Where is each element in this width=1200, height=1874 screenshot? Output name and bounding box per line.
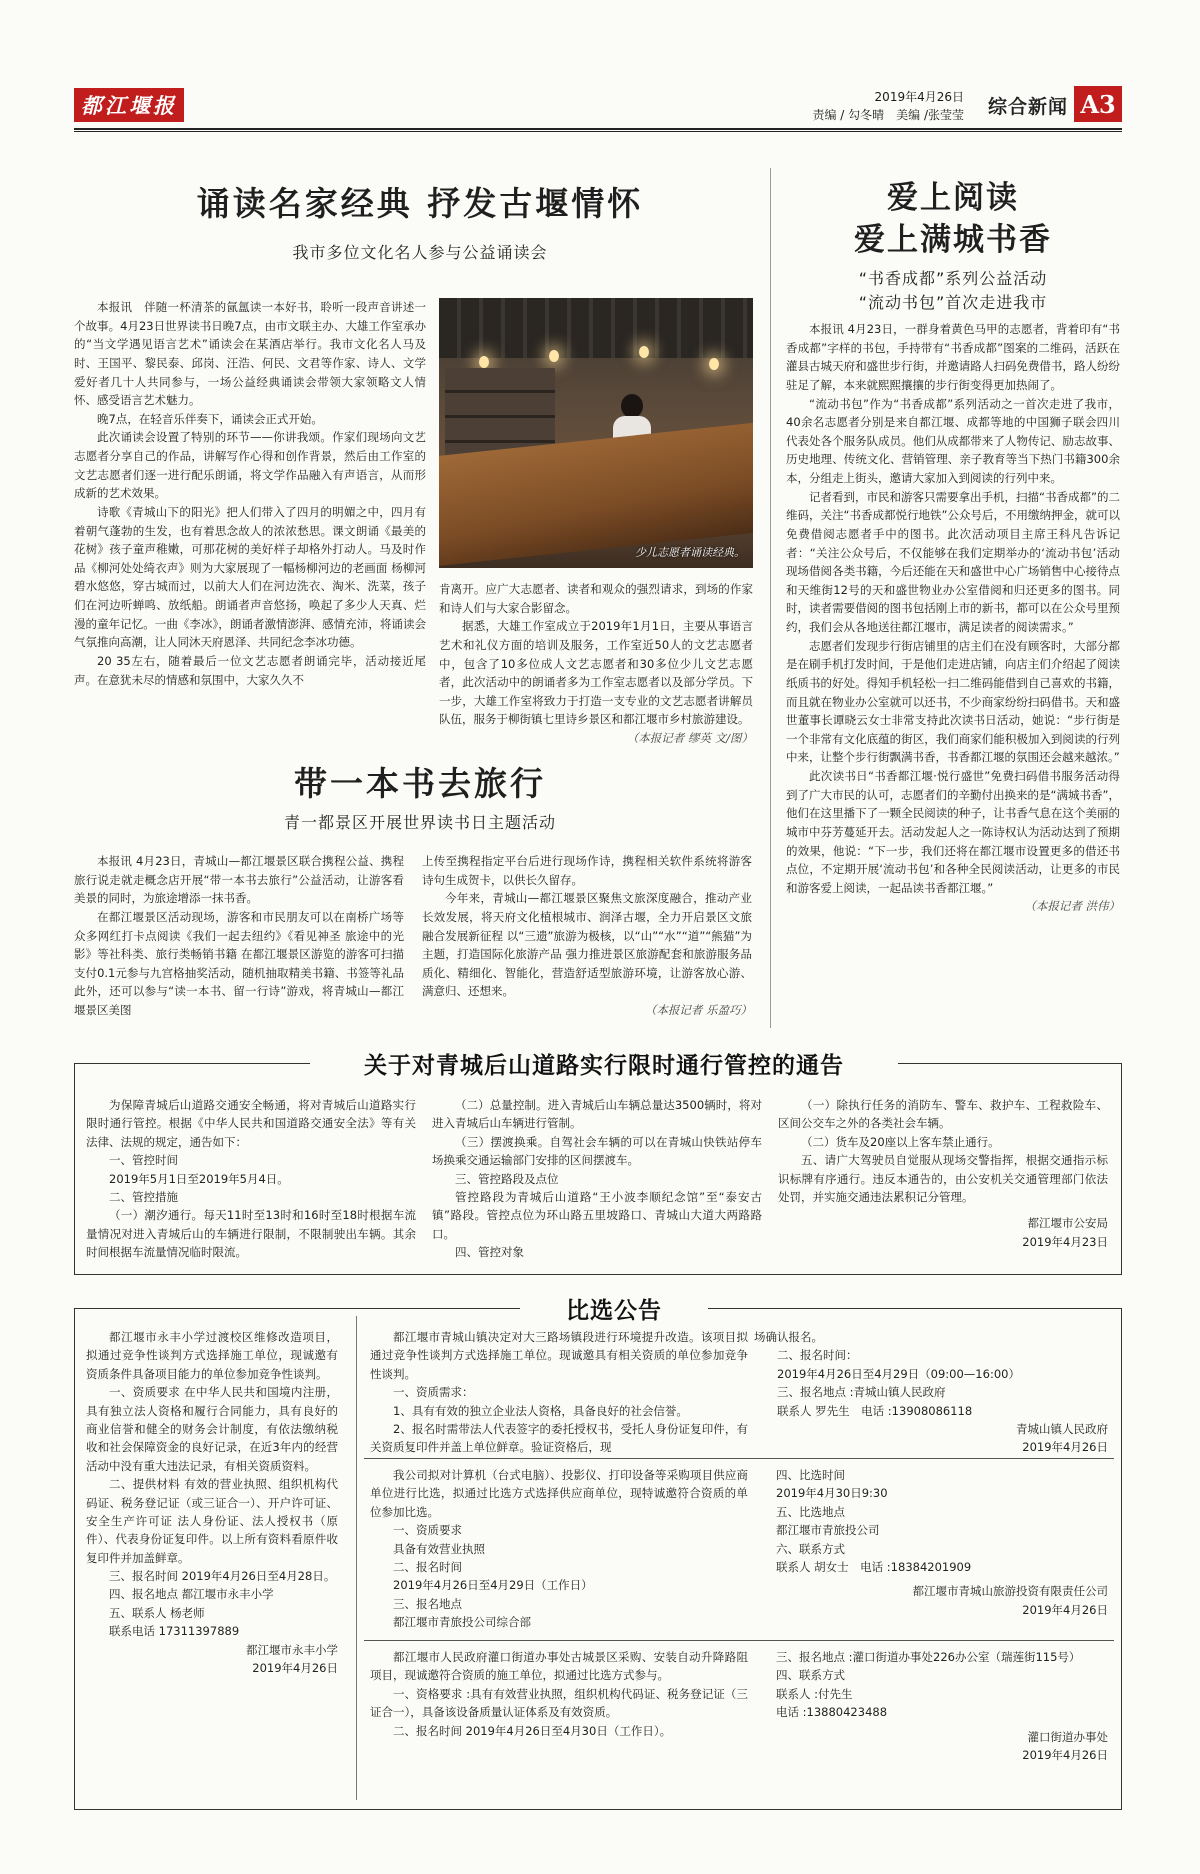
bid-paragraph: 一、资质要求	[393, 1523, 462, 1538]
photo-lamp	[549, 350, 559, 362]
paragraph: “流动书包”作为“书香成都”系列活动之一首次走进了我市，40余名志愿者分别是来自都江堰、成都等地的中国狮子联会四川代表处各个服务队成员。他们从成都带来了人物传记、励志故事、历史地理、传统文化、营销管理、亲子教育等当下热门书籍300余本，分组走上街头，邀请大家加入到阅读的行列中来。	[786, 396, 1120, 485]
bid-paragraph: 2019年4月26日至4月29日（工作日）	[393, 1578, 593, 1593]
article1-body-right	[439, 580, 753, 748]
notice-paragraph: 二、管控措施	[109, 1189, 178, 1204]
bid-yongfeng	[86, 1328, 338, 1677]
notice-paragraph: 四、管控对象	[455, 1245, 524, 1260]
bid-paragraph: 具备有效营业执照	[393, 1541, 485, 1556]
bid-paragraph: 联系人 罗先生 电话 :13908086118	[777, 1403, 973, 1418]
article1-subtitle: 我市多位文化名人参与公益诵读会	[292, 243, 548, 262]
notice-paragraph: （二）总量控制。进入青城后山车辆总量达3500辆时，将对进入青城后山车辆进行管制。	[432, 1098, 762, 1131]
article2-title: 带一本书去旅行	[294, 764, 546, 803]
notice-paragraph: （一）潮汐通行。每天11时至13时和16时至18时根据车流量情况对进入青城后山的车辆进行限制，不限制驶出车辆。其余时间根据车流量情况临时限流。	[86, 1208, 416, 1260]
paragraph: 在都江堰景区活动现场，游客和市民朋友可以在南桥广场等众多网红打卡点阅读《我们一起去纽约》《看见神圣 旅途中的光影》等社科类、旅行类畅销书籍 在都江堰景区游览的游客可扫描支付0.1元参与九宫格抽奖活动，随机抽取精美书籍、书签等礼品 此外，还可以参与“读一本书、留一行诗”游戏，将青城山—都江堰景区美图	[74, 909, 404, 1017]
paragraph: 诗歌《青城山下的阳光》把人们带入了四月的明媚之中，四月有着朝气蓬勃的生发，也有着思念故人的浓浓愁思。课文朗诵《最美的花树》孩子童声稚嫩，可那花树的美好样子却格外打动人。马及时作品《柳河处处绮衣声》则为大家展现了一幅杨柳河边的老画面 杨柳河碧水悠悠，穿古城而过，以前大人们在河边洗衣、淘米、洗菜，孩子们在河边听蝉鸣、放纸船。朗诵者声音悠扬，唤起了多少人天真、烂漫的童年记忆。一曲《李冰》，朗诵者激情澎湃、感情充沛，将诵读会气氛推向高潮，让人同沐天府恩泽、共同纪念李冰功德。	[74, 504, 426, 650]
notice-paragraph: 管控路段为青城后山道路“王小波李顺纪念馆”至“泰安古镇”路段。管控点位为环山路五里坡路口、青城山大道大两路路口。	[432, 1189, 762, 1241]
article1-body-left	[74, 298, 426, 689]
bid-signer: 都江堰市永丰小学	[246, 1642, 338, 1657]
bid-paragraph: 都江堰市永丰小学过渡校区维修改造项目，拟通过竞争性谈判方式选择施工单位，现诚邀有资质条件具备项目能力的单位参加竞争性谈判。	[86, 1330, 338, 1381]
notice-paragraph: 一、管控时间	[109, 1153, 178, 1168]
bid-paragraph: 二、提供材料 有效的营业执照、组织机构代码证、税务登记证（或三证合一）、开户许可证、安全生产许可证 法人身份证、法人授权书（原件）、代表身份证复印件。以上所有资料看原件收复印件并加盖鲜章。	[86, 1477, 338, 1565]
article3-subtitle-line2: “流动书包”首次走进我市	[858, 293, 1048, 312]
paragraph: 本报讯 4月23日，青城山—都江堰景区联合携程公益、携程旅行说走就走概念店开展“带一本书去旅行”公益活动，让游客看美景的同时，为旅途增添一抹书香。	[74, 854, 404, 906]
bid-date: 2019年4月26日	[1022, 1747, 1108, 1762]
paragraph: 此次读书日“书香都江堰·悦行盛世”免费扫码借书服务活动得到了广大市民的认可，志愿者们的辛勤付出换来的是“满城书香”，他们在这里播下了一颗全民阅读的种子，让书香气息在这个美丽的城市中芬芳蔓延开去。活动发起人之一陈诗权认为活动达到了预期的效果，他说：“下一步，我们还将在都江堰市设置更多的借还书点位，不定期开展‘流动书包’和各种全民阅读活动，让更多的市民和游客爱上阅读，一起品读书香都江堰。”	[786, 769, 1120, 895]
paragraph: 今年来，青城山—都江堰景区聚焦文旅深度融合，推动产业长效发展，将天府文化植根城市、润泽古堰，全力开启景区文旅融合发展新征程 以“三遗”旅游为极核，以“山”“水”“道”“熊猫”为主题，打造国际化旅游产品 强力推进景区旅游配套和旅游服务品质化、精细化、智能化，营造舒适型旅游环境，让游客放心游、满意归、还想来。	[422, 891, 752, 999]
bid-date: 2019年4月26日	[1022, 1440, 1108, 1455]
bid-paragraph: 都江堰市青旅投公司综合部	[393, 1615, 531, 1630]
notice-col-2	[432, 1096, 762, 1262]
bid-divider	[364, 1640, 1114, 1641]
notice-paragraph: 三、管控路段及点位	[455, 1171, 559, 1186]
bid-paragraph: 2019年4月26日至4月29日（09:00—16:00）	[777, 1366, 1020, 1381]
issue-info	[812, 88, 964, 124]
bid-title: 比选公告	[520, 1292, 708, 1325]
bid-paragraph: 场确认报名。	[754, 1330, 823, 1344]
paragraph: 本报讯 4月23日，一群身着黄色马甲的志愿者，背着印有“书香成都”字样的书包，手持带有“书香成都”图案的二维码，活跃在灌县古城天府和盛世步行街，并邀请路人扫码免费借书，路人纷纷驻足了解，本来就熙熙攘攘的步行街变得更加热闹了。	[786, 322, 1120, 392]
bid-paragraph: 联系人 胡女士 电话 :18384201909	[776, 1559, 972, 1574]
newspaper-logo: 都江堰报	[74, 88, 184, 122]
bid-paragraph: 五、联系人 杨老师	[109, 1605, 205, 1620]
bid-paragraph: 三、报名地点	[393, 1596, 462, 1611]
bid-paragraph: 二、报名时间：	[777, 1348, 858, 1363]
article2-body-right	[422, 852, 752, 1020]
notice-paragraph: 五、请广大驾驶员自觉服从现场交警指挥，根据交通指示标识标牌有序通行。违反本通告的，由公安机关交通管理部门依法处罚，并实施交通违法累积记分管理。	[778, 1153, 1108, 1204]
photo-lamp	[709, 358, 719, 370]
bid-paragraph: 联系电话 17311397889	[109, 1624, 240, 1639]
bid-paragraph: 一、资质需求：	[393, 1385, 474, 1400]
masthead	[74, 84, 1122, 128]
bid-paragraph: 三、报名地点 :灌口街道办事处226办公室（瑞莲街115号）	[776, 1650, 1081, 1664]
paragraph: 晚7点，在轻音乐伴奏下，诵读会正式开始。	[97, 411, 323, 426]
bid-signer: 都江堰市青城山旅游投资有限责任公司	[912, 1584, 1108, 1599]
bid-paragraph: 2019年4月30日9:30	[776, 1486, 888, 1501]
bid-paragraph: 都江堰市青城山镇决定对大三路场镇段进行环境提升改造。该项目拟通过竞争性谈判方式选择施工单位。现诚邀具有相关资质的单位参加竞争性谈判。	[370, 1330, 748, 1381]
notice-paragraph: 2019年5月1日至2019年5月4日。	[109, 1171, 289, 1186]
bid-date: 2019年4月26日	[1022, 1602, 1108, 1617]
bid-paragraph: 都江堰市人民政府灌口街道办事处古城景区采购、安装自动升降路阻项目，现诚邀符合资质的施工单位，拟通过比选方式参与。	[370, 1650, 748, 1683]
bid-paragraph: 联系人 :付先生	[776, 1686, 853, 1701]
photo-lamp	[639, 346, 649, 358]
bid-paragraph: 一、资格要求 :具有有效营业执照，组织机构代码证、税务登记证（三证合一），具备该设备质量认证体系及有效资质。	[370, 1686, 748, 1720]
bid-date: 2019年4月26日	[252, 1661, 338, 1676]
photo-caption: 少儿志愿者诵读经典。	[635, 546, 745, 559]
notice-col-1	[86, 1096, 416, 1262]
bid-paragraph: 六、联系方式	[776, 1541, 845, 1556]
bid-paragraph: 二、报名时间	[393, 1559, 462, 1574]
bid-paragraph: 四、联系方式	[776, 1668, 845, 1683]
article2-body-left	[74, 852, 404, 1020]
bid-paragraph: 都江堰市青旅投公司	[776, 1523, 880, 1538]
paragraph: 上传至携程指定平台后进行现场作诗，携程相关软件系统将游客诗句生成贺卡，以供长久留存。	[422, 854, 752, 887]
article3-body	[786, 320, 1120, 916]
notice-paragraph: （二）货车及20座以上客车禁止通行。	[801, 1134, 1000, 1149]
bid-paragraph: 我公司拟对计算机（台式电脑）、投影仪、打印设备等采购项目供应商单位进行比选，拟通过比选方式选择供应商单位，现特诚邀符合资质的单位参加比选。	[370, 1468, 748, 1519]
paragraph: 据悉，大雄工作室成立于2019年1月1日，主要从事语言艺术和礼仪方面的培训及服务，工作室近50人的文艺志愿者中，包含了10多位成人文艺志愿者和30多位少儿文艺志愿者，此次活动中的朗诵者多为工作室志愿者以及部分学员。下一步，大雄工作室将致力于打造一支专业的文艺志愿者讲解员队伍，服务于柳街镇七里诗乡景区和都江堰市乡村旅游建设。	[439, 619, 753, 727]
bid-guankou-right	[776, 1648, 1108, 1764]
editors: 责编 / 勾冬晴 美编 /张莹莹	[812, 108, 964, 122]
photo-lamp	[479, 356, 489, 368]
bid-qingchengshan-right	[754, 1328, 1108, 1457]
notice-paragraph: （一）除执行任务的消防车、警车、救护车、工程救险车、区间公交车之外的各类社会车辆。	[778, 1098, 1108, 1131]
article2-byline: （本报记者 乐盈巧）	[644, 1003, 752, 1017]
notice-paragraph: 为保障青城后山道路交通安全畅通，将对青城后山道路实行限时通行管控。根据《中华人民共和国道路交通安全法》等有关法律、法规的规定，通告如下：	[86, 1098, 416, 1149]
article3-title-line1: 爱上阅读	[887, 180, 1019, 216]
page-number: A3	[1074, 86, 1122, 122]
bid-divider-vertical	[356, 1316, 357, 1800]
bid-paragraph: 四、比选时间	[776, 1468, 845, 1482]
bid-paragraph: 1、具有有效的独立企业法人资格，具备良好的社会信誉。	[393, 1403, 688, 1418]
traffic-notice-title: 关于对青城后山道路实行限时通行管控的通告	[310, 1047, 898, 1080]
bid-qingchengshan-left	[370, 1328, 748, 1457]
bid-paragraph: 四、报名地点 都江堰市永丰小学	[109, 1587, 274, 1602]
paragraph: 记者看到，市民和游客只需要拿出手机，扫描“书香成都”的二维码，关注“书香成都悦行地铁”公众号后，不用缴纳押金，就可以免费借阅志愿者手中的图书。此次活动项目主席王科凡告诉记者：“关注公众号后，不仅能够在我们定期举办的‘流动书包’活动现场借阅各类书籍，今后还能在天和盛世中心广场销售中心接待点和天维街12号的天和盛世物业办公室借阅和归还更多的图书。同时，读者需要借阅的图书包括刚上市的新书，都可以在公众号里预约，我们会从各地送往都江堰市，满足读者的阅读需求。”	[786, 489, 1120, 634]
bid-signer: 青城山镇人民政府	[1016, 1421, 1108, 1436]
article3-subtitle-line1: “书香成都”系列公益活动	[858, 269, 1048, 288]
bid-paragraph: 电话 :13880423488	[776, 1705, 888, 1720]
bid-paragraph: 二、报名时间 2019年4月26日至4月30日（工作日）。	[393, 1723, 672, 1738]
notice-signer: 都江堰市公安局	[1027, 1216, 1108, 1231]
bid-divider	[364, 1458, 1114, 1459]
bid-paragraph: 2、报名时需带法人代表签字的委托授权书，受托人身份证复印件，有关资质复印件并盖上单位鲜章。验证资格后，现	[370, 1421, 748, 1455]
section-name: 综合新闻	[987, 96, 1068, 118]
paragraph: 本报讯 伴随一杯清茶的氤氲读一本好书，聆听一段声音讲述一个故事。4月23日世界读书日晚7点，由市文联主办、大雄工作室承办的“当文学遇见语言艺术”诵读会在某酒店举行。我市文化名人马及时、王国平、黎民泰、邱岗、汪浩、何民、文君等作家、诗人、文学爱好者几十人共同参与，一场公益经典诵读会带领大家领略文人情怀、感受语言艺术魅力。	[74, 300, 426, 408]
article1-byline: （本报记者 缪英 文/图）	[626, 731, 753, 745]
paragraph: 此次诵读会设置了特别的环节——你讲我颂。作家们现场向文艺志愿者分享自己的作品，讲解写作心得和创作背景，然后由工作室的文艺志愿者们逐一进行配乐朗诵，将文学作品融入有声语言，从而形成新的艺术效果。	[74, 430, 426, 501]
column-divider	[770, 168, 771, 1028]
masthead-rule-thin	[74, 131, 1122, 132]
paragraph: 志愿者们发现步行街店铺里的店主们在没有顾客时，大部分都是在刷手机打发时间，于是他们走进店铺，向店主们介绍起了阅读纸质书的好处。得知手机轻松一扫二维码能借到自己喜欢的书籍，而且就在物业办公室就可以还书，不少商家纷纷扫码借书。天和盛世董事长谭晓云女士非常支持此次读书日活动，她说：“步行街是一个非常有文化底蕴的街区，我们商家们能积极加入到阅读的行列中来，让整个步行街飘满书香，书香都江堰的氛围还会越来越浓。”	[786, 638, 1120, 765]
bid-qinglvtou-left	[370, 1466, 748, 1632]
bid-paragraph: 三、报名时间 2019年4月26日至4月28日。	[109, 1569, 336, 1584]
bid-paragraph: 五、比选地点	[776, 1504, 845, 1519]
bid-qinglvtou-right	[776, 1466, 1108, 1619]
bid-guankou-left	[370, 1648, 748, 1740]
article3-title-line2: 爱上满城书香	[854, 222, 1052, 258]
paragraph: 20 35左右，随着最后一位文艺志愿者朗诵完毕，活动接近尾声。在意犹未尽的情感和氛围中，大家久久不	[74, 653, 426, 687]
bid-paragraph: 一、资质要求 在中华人民共和国境内注册，具有独立法人资格和履行合同能力，具有良好的商业信誉和健全的财务会计制度，有依法缴纳税收和社会保障资金的良好记录，在近3年内的经营活动中没有重大违法记录，有相关资质资料。	[86, 1385, 338, 1473]
article1-title: 诵读名家经典 抒发古堰情怀	[196, 184, 644, 223]
bid-signer: 灌口街道办事处	[1027, 1729, 1108, 1744]
article1-photo	[439, 298, 753, 568]
issue-date: 2019年4月26日	[874, 90, 964, 104]
photo-ceiling	[439, 298, 753, 358]
notice-paragraph: （三）摆渡换乘。自驾社会车辆的可以在青城山快铁站停车场换乘交通运输部门安排的区间摆渡车。	[432, 1134, 762, 1168]
bid-paragraph: 三、报名地点 :青城山镇人民政府	[777, 1385, 946, 1400]
notice-col-3	[778, 1096, 1108, 1251]
article3-byline: （本报记者 洪伟）	[1024, 899, 1120, 914]
paragraph: 肯离开。应广大志愿者、读者和观众的强烈请求，到场的作家和诗人们与大家合影留念。	[439, 582, 753, 615]
notice-date: 2019年4月23日	[1022, 1234, 1108, 1249]
article2-subtitle: 青一都景区开展世界读书日主题活动	[283, 813, 556, 832]
masthead-rule	[74, 128, 1122, 130]
